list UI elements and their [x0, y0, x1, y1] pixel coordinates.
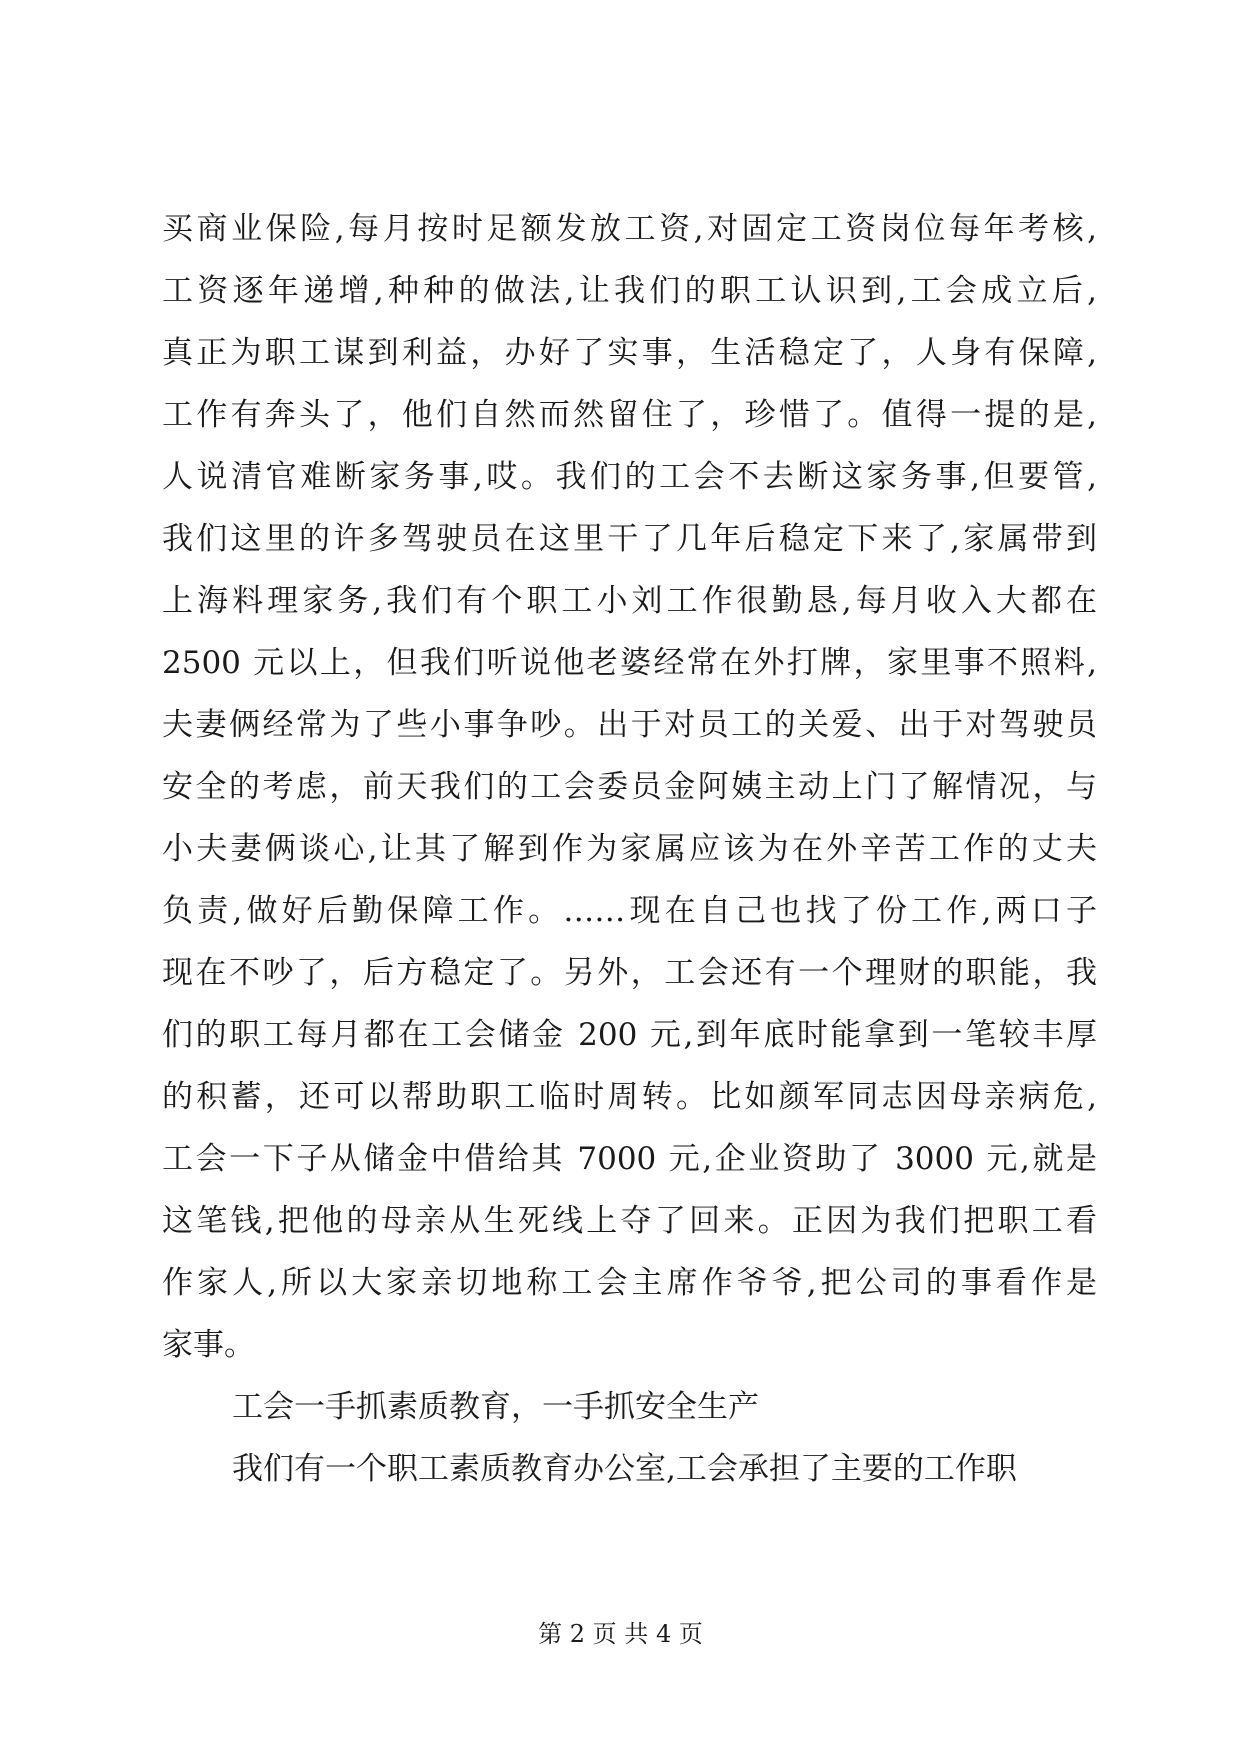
text-line: 现在不吵了，后方稳定了。另外，工会还有一个理财的职能，我 — [162, 955, 1097, 991]
section-heading: 工会一手抓素质教育，一手抓安全生产 — [232, 1389, 759, 1425]
text-line: 我们这里的许多驾驶员在这里干了几年后稳定下来了,家属带到 — [162, 521, 1097, 557]
text-line: 作家人,所以大家亲切地称工会主席作爷爷,把公司的事看作是 — [162, 1265, 1097, 1301]
text-line: 人说清官难断家务事,哎。我们的工会不去断这家务事,但要管, — [162, 459, 1097, 495]
text-line: 工资逐年递增,种种的做法,让我们的职工认识到,工会成立后, — [162, 273, 1097, 309]
text-line: 的积蓄，还可以帮助职工临时周转。比如颜军同志因母亲病危, — [162, 1079, 1097, 1115]
text-line: 我们有一个职工素质教育办公室,工会承担了主要的工作职 — [232, 1451, 1017, 1487]
text-line: 真正为职工谋到利益，办好了实事，生活稳定了，人身有保障, — [162, 335, 1097, 371]
text-line: 上海料理家务,我们有个职工小刘工作很勤恳,每月收入大都在 — [162, 583, 1097, 619]
text-line: 工会一下子从储金中借给其 7000 元,企业资助了 3000 元,就是 — [162, 1141, 1097, 1177]
text-line: 们的职工每月都在工会储金 200 元,到年底时能拿到一笔较丰厚 — [162, 1017, 1097, 1053]
text-line: 工作有奔头了，他们自然而然留住了，珍惜了。值得一提的是, — [162, 397, 1097, 433]
document-body — [162, 198, 1097, 1500]
text-line: 这笔钱,把他的母亲从生死线上夺了回来。正因为我们把职工看 — [162, 1203, 1097, 1239]
page-number-footer: 第 2 页 共 4 页 — [538, 1620, 703, 1648]
text-line: 安全的考虑，前天我们的工会委员金阿姨主动上门了解情况，与 — [162, 769, 1097, 805]
text-line: 小夫妻俩谈心,让其了解到作为家属应该为在外辛苦工作的丈夫 — [162, 831, 1097, 867]
text-line: 2500 元以上，但我们听说他老婆经常在外打牌，家里事不照料, — [162, 645, 1097, 681]
text-line: 夫妻俩经常为了些小事争吵。出于对员工的关爱、出于对驾驶员 — [162, 707, 1097, 743]
text-line: 买商业保险,每月按时足额发放工资,对固定工资岗位每年考核, — [162, 211, 1097, 247]
text-line: 家事。 — [162, 1327, 255, 1363]
text-line: 负责,做好后勤保障工作。……现在自己也找了份工作,两口子 — [162, 893, 1097, 929]
